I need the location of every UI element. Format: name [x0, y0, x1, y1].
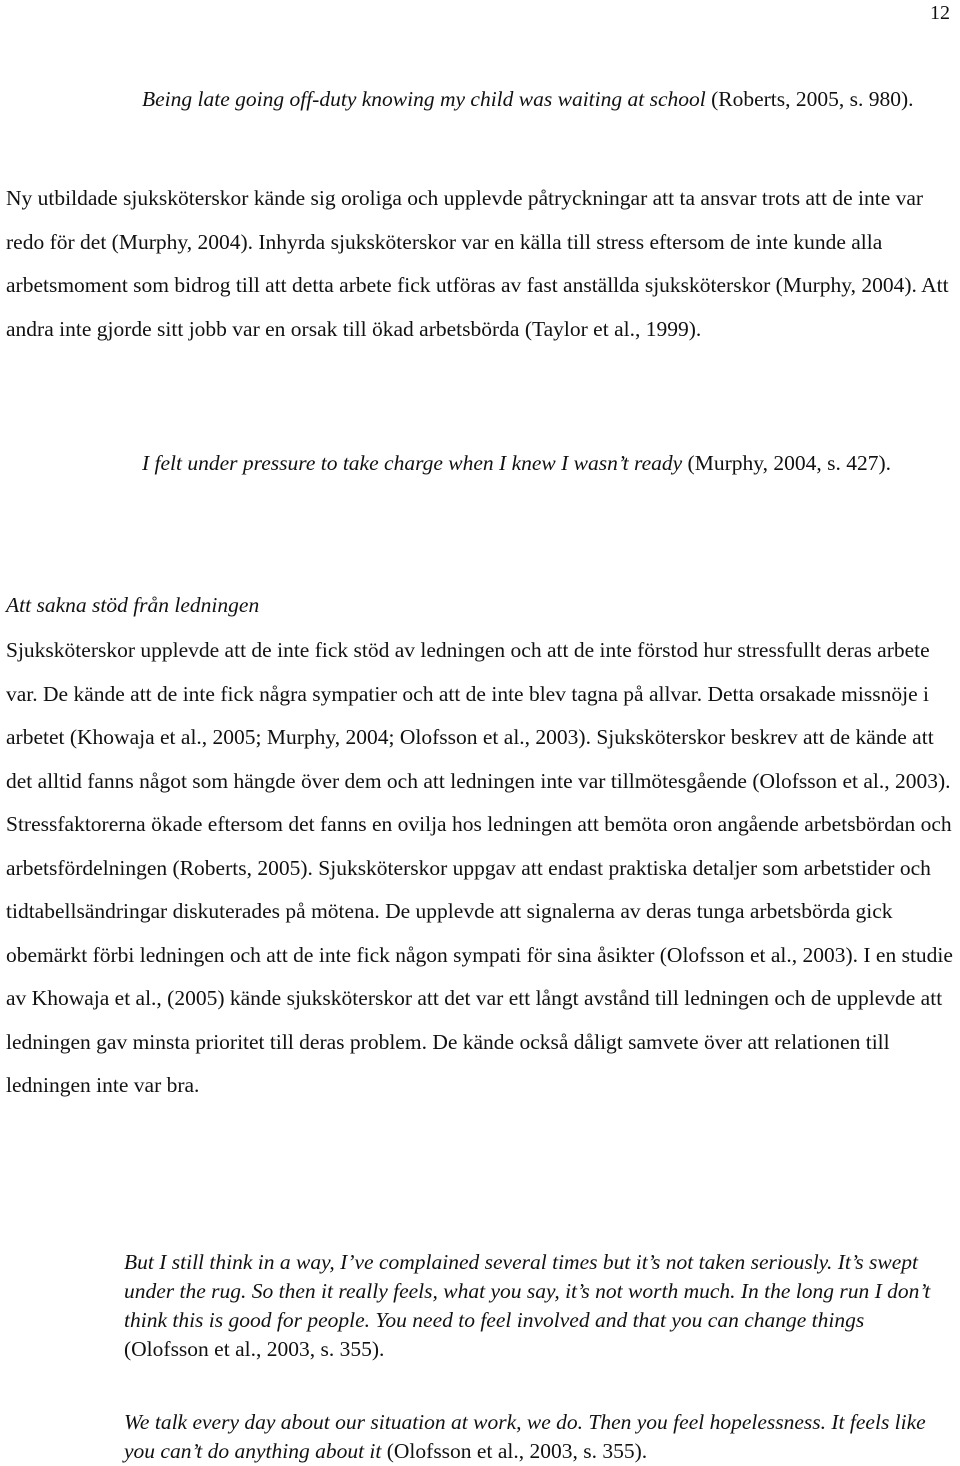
block-quote-olofsson-1	[124, 1248, 950, 1364]
quote-citation: (Olofsson et al., 2003, s. 355).	[381, 1439, 648, 1463]
quote-text: Being late going off-duty knowing my child was waiting at school	[142, 87, 706, 111]
block-quote-murphy	[142, 449, 952, 478]
page-number: 12	[930, 2, 950, 24]
quote-citation: (Murphy, 2004, s. 427).	[682, 451, 891, 475]
quote-citation: (Roberts, 2005, s. 980).	[705, 87, 914, 111]
quote-citation: (Olofsson et al., 2003, s. 355).	[124, 1337, 385, 1361]
block-quote-roberts	[142, 85, 922, 114]
body-paragraph-new-nurses: Ny utbildade sjuksköterskor kände sig oroliga och upplevde påtryckningar att ta ansvar trots att de inte var redo för det (Murphy, 2004). Inhyrda sjuksköterskor var en källa till stress eftersom de inte kunde alla arbetsmoment som bidrog till att detta arbete fick utföras av fast anställda sjuksköterskor (Murphy, 2004). Att andra inte gjorde sitt jobb var en orsak till ökad arbetsbörda (Taylor et al., 1999).	[6, 186, 949, 341]
quote-text: But I still think in a way, I’ve complained several times but it’s not taken seriously. It’s swept under the rug. So then it really feels, what you say, it’s not worth much. In the long run I don’t think this is good for people. You need to feel involved and that you can change things	[124, 1250, 931, 1332]
body-paragraph-management-support: Sjuksköterskor upplevde att de inte fick stöd av ledningen och att de inte förstod hur stressfullt deras arbete var. De kände att de inte fick några sympatier och att de inte blev tagna på allvar. Detta orsakade missnöje i arbetet (Khowaja et al., 2005; Murphy, 2004; Olofsson et al., 2003). Sjuksköterskor beskrev att de kände att det alltid fanns något som hängde över dem och att ledningen inte var tillmötesgående (Olofsson et al., 2003). Stressfaktorerna ökade eftersom det fanns en ovilja hos ledningen att bemöta oron angående arbetsbördan och arbetsfördelningen (Roberts, 2005). Sjuksköterskor uppgav att endast praktiska detaljer som arbetstider och tidtabellsändringar diskuterades på mötena. De upplevde att signalerna av deras tunga arbetsbörda gick obemärkt förbi ledningen och att de inte fick någon sympati för sina åsikter (Olofsson et al., 2003). I en studie av Khowaja et al., (2005) kände sjuksköterskor att det var ett långt avstånd till ledningen och de upplevde att ledningen gav minsta prioritet till deras problem. De kände också dåligt samvete över att relationen till ledningen inte var bra.	[6, 638, 953, 1097]
block-quote-olofsson-2	[124, 1408, 954, 1466]
quote-text: We talk every day about our situation at work, we do. Then you feel hopelessness. It feels like you can’t do anything about it	[124, 1410, 926, 1463]
quote-text: I felt under pressure to take charge when I knew I wasn’t ready	[142, 451, 683, 475]
section-heading: Att sakna stöd från ledningen	[6, 593, 260, 617]
